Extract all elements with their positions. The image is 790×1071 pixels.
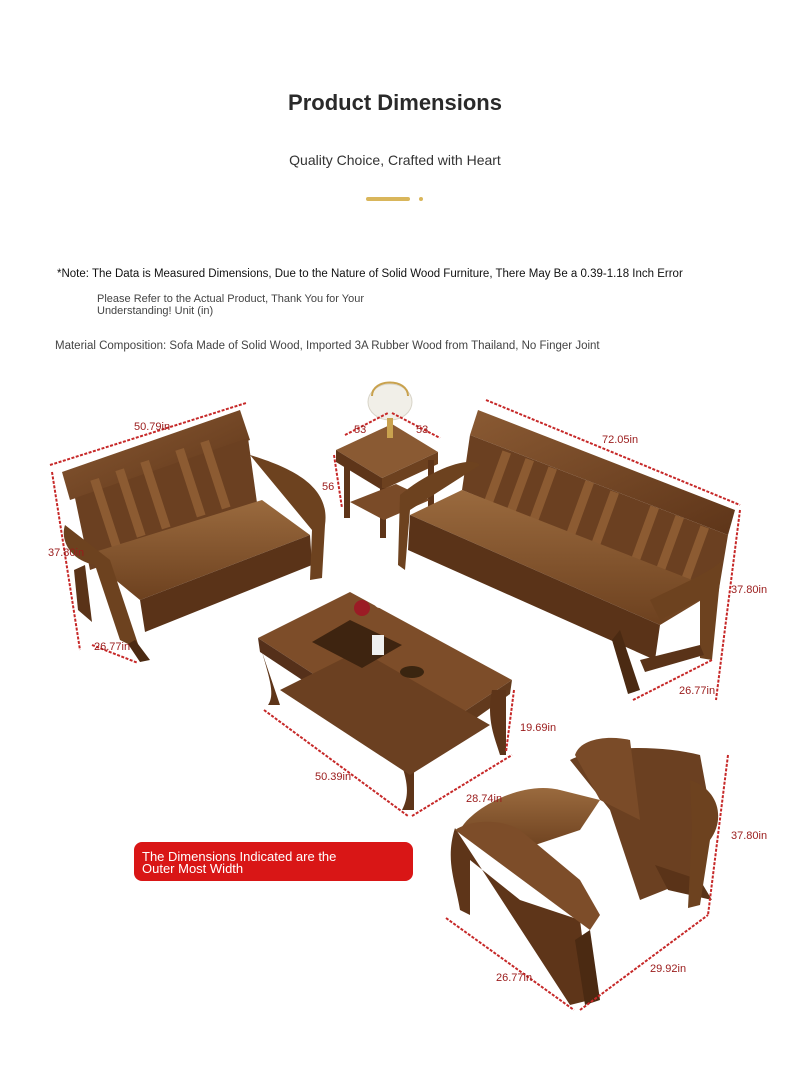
- armchair-height-label: 37.80in: [731, 830, 768, 842]
- coffee-table-height-label: 19.69in: [520, 722, 557, 734]
- three-seat-depth-label: 26.77in: [679, 685, 716, 697]
- banner-line-2: Outer Most Width: [142, 861, 244, 876]
- three-seat-width-label: 72.05in: [602, 434, 639, 446]
- banner-line-1: The Dimensions Indicated are the: [142, 849, 337, 864]
- loveseat-depth-label: 26.77in: [94, 641, 131, 653]
- coffee-table-length-label: 50.39in: [315, 771, 352, 783]
- divider-bar: [366, 197, 410, 201]
- measurement-note: *Note: The Data is Measured Dimensions, Due to the Nature of Solid Wood Furniture, There May Be a 0.39-1.18 Inch Error: [57, 268, 683, 280]
- side-table-width-label: 53: [354, 424, 367, 436]
- side-table-depth-label: 53: [416, 424, 429, 436]
- side-table-height-label: 56: [322, 481, 335, 493]
- armchair-width-label: 29.92in: [650, 963, 687, 975]
- divider-dot: [419, 197, 423, 201]
- page-subtitle: Quality Choice, Crafted with Heart: [289, 152, 501, 168]
- outer-width-banner: [134, 842, 413, 881]
- furniture-dimension-illustration: [0, 360, 790, 1020]
- coffee-table-width-label: 28.74in: [466, 793, 503, 805]
- armchair-depth-label: 26.77in: [496, 972, 533, 984]
- three-seat-height-label: 37.80in: [731, 584, 768, 596]
- material-composition: Material Composition: Sofa Made of Solid Wood, Imported 3A Rubber Wood from Thailand, No Finger Joint: [55, 340, 600, 352]
- loveseat-height-label: 37.80in: [48, 547, 85, 559]
- loveseat-width-label: 50.79in: [134, 421, 171, 433]
- refer-note: Please Refer to the Actual Product, Thank You for Your Understanding! Unit (in): [97, 293, 365, 317]
- page-title: Product Dimensions: [288, 90, 502, 115]
